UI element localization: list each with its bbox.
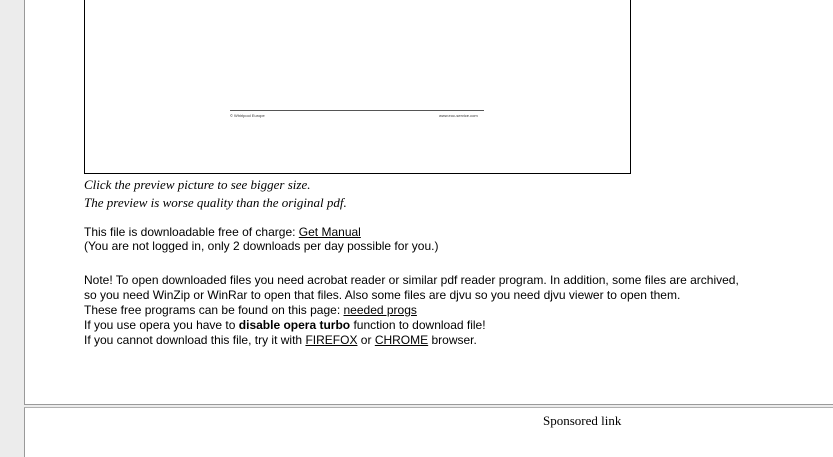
sponsored-link-label: Sponsored link <box>543 413 622 428</box>
firefox-link[interactable]: FIREFOX <box>305 333 358 347</box>
opera-turbo-warning: disable opera turbo <box>238 318 351 332</box>
note-line-4-prefix: If you use opera you have to <box>84 318 239 332</box>
download-limit-note: (You are not logged in, only 2 downloads per day possible for you.) <box>84 239 439 253</box>
chrome-link[interactable]: CHROME <box>374 333 429 347</box>
note-line-3 <box>84 303 417 317</box>
note-line-5 <box>84 333 477 347</box>
note-line-1: Note! To open downloaded files you need acrobat reader or similar pdf reader program. In addition, some files are archived, <box>84 273 739 287</box>
note-line-4-suffix: function to download file! <box>350 318 486 332</box>
needed-progs-link[interactable]: needed progs <box>343 303 417 317</box>
download-line <box>84 225 361 239</box>
get-manual-link[interactable]: Get Manual <box>298 225 361 239</box>
manual-preview-image[interactable] <box>84 0 631 174</box>
download-text: This file is downloadable free of charge: <box>84 225 299 239</box>
divider <box>24 404 833 405</box>
preview-footer-rule <box>230 110 484 111</box>
note-line-4 <box>84 318 486 332</box>
note-line-3-text: These free programs can be found on this page: <box>84 303 344 317</box>
preview-footer-copyright: © Whirlpool Europe <box>230 113 265 118</box>
note-line-5-prefix: If you cannot download this file, try it with <box>84 333 306 347</box>
note-line-5-suffix: browser. <box>428 333 477 347</box>
preview-quality-note: The preview is worse quality than the original pdf. <box>84 195 347 210</box>
note-line-2: so you need WinZip or WinRar to open that files. Also some files are djvu so you need djvu viewer to open them. <box>84 288 681 302</box>
preview-footer-url: www.eoc-service.com <box>439 113 478 118</box>
sponsored-section <box>24 407 833 457</box>
note-line-5-or: or <box>357 333 375 347</box>
preview-click-hint: Click the preview picture to see bigger size. <box>84 177 311 192</box>
